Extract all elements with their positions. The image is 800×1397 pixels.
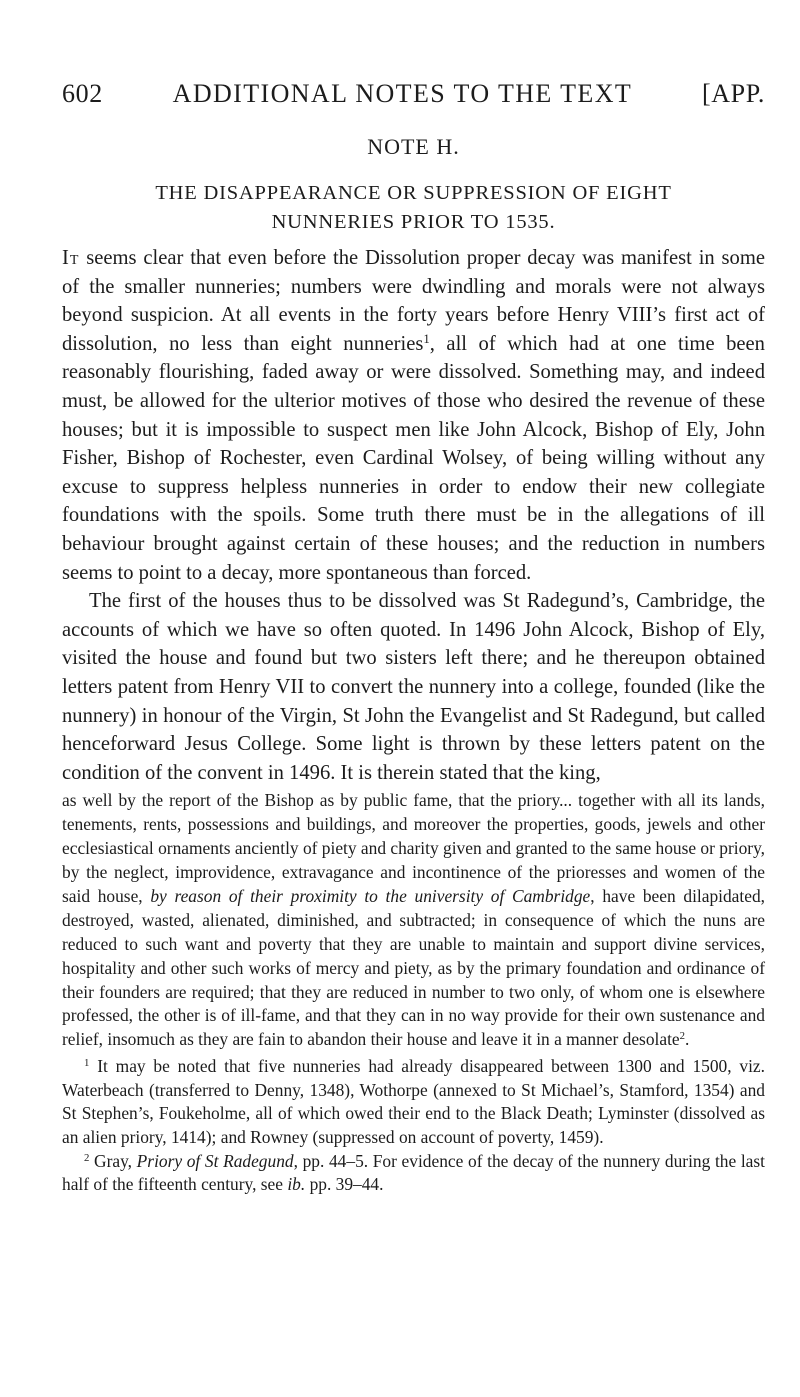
heading-line-1: THE DISAPPEARANCE OR SUPPRESSION OF EIGHT — [155, 182, 672, 204]
footnote-1-text: It may be noted that five nunneries had already disappeared between 1300 and 1500, viz. Waterbeach (transferred to Denny, 1348), Wothorpe (annexed to St Michael’s, Stamford, 1354) and St Stephen’s, Foukeholme, all of which owed their end to the Black Death; Lyminster (dissolved as an alien priory, 1414); and Rowney (suppressed on account of poverty, 1459). — [62, 1056, 765, 1148]
document-page — [62, 78, 765, 1197]
paragraph-2: The first of the houses thus to be dissolved was St Radegund’s, Cambridge, the accounts of which we have so often quoted. In 1496 John Alcock, Bishop of Ely, visited the house and found but two sisters left there; and he thereupon obtained letters patent from Henry VII to convert the nunnery into a college, founded (like the nunnery) in honour of the Virgin, St John the Evangelist and St Radegund, but called henceforward Jesus College. Some light is thrown by these letters patent on the condition of the convent in 1496. It is therein stated that the king, — [62, 590, 765, 784]
quote-italic: by reason of their proximity to the university of Cambridge — [150, 885, 591, 906]
footnote-2 — [62, 1150, 765, 1197]
section-label: [APP. — [702, 79, 765, 108]
first-word: It — [62, 247, 80, 269]
running-head — [62, 78, 765, 110]
block-quote — [62, 789, 765, 1052]
paragraph-1-part-1: seems clear that even before the Dissolution proper decay was manifest in some of the smaller nunneries; numbers were dwindling and morals were not always beyond suspicion. At all events in the forty years before Henry VIII’s first act of dissolution, no less than eight nunneries — [62, 247, 765, 355]
quote-part-2: , have been dilapidated, destroyed, wasted, alienated, diminished, and subtracted; in consequence of which the nuns are reduced to such want and poverty that they are unable to maintain and support divine services, hospitality and other such works of mercy and piety, as by the primary foundation and ordinance of their founders are required; that they are reduced in number to two only, of whom one is elsewhere professed, the other is of ill-fame, and that they can in no way provide for their own sustenance and relief, insomuch as they are fain to abandon their house and leave it in a manner desolate — [62, 885, 765, 1050]
paragraph-1 — [62, 244, 765, 587]
body-text — [62, 244, 765, 787]
footnotes — [62, 1055, 765, 1197]
footnote-2-book-title: Priory of St Radegund — [136, 1150, 294, 1171]
footnote-2-ibid: ib. — [287, 1174, 306, 1195]
paragraph-1-part-2: , all of which had at one time been reasonably flourishing, faded away or were dissolved. Something may, and indeed must, be allowed for the ulterior motives of those who desired the revenue of these houses; but it is impossible to suspect men like John Alcock, Bishop of Ely, John Fisher, Bishop of Rochester, even Cardinal Wolsey, of being willing without any excuse to suppress helpless nunneries in order to endow their new collegiate foundations with the spoils. Some truth there must be in the allegations of ill behaviour brought against certain of these houses; and the reduction in numbers seems to point to a decay, more spontaneous than forced. — [62, 332, 765, 584]
quote-part-1: as well by the report of the Bishop as by public fame, that the priory... together with all its lands, tenements, rents, possessions and buildings, and moreover the properties, goods, jewels and other ecclesiastical ornaments anciently of piety and charity given and granted to the same house or priory, by the neglect, improvidence, extravagance and incontinence of the prioresses and women of the said house, — [62, 790, 765, 906]
footnote-1 — [62, 1055, 765, 1149]
footnote-ref-1[interactable]: 1 — [423, 331, 430, 346]
footnote-2-mid: , pp. 44–5. For evidence of the decay of the nunnery during the last half of the fifteenth century, see — [62, 1150, 765, 1195]
footnote-2-marker: 2 — [84, 1151, 90, 1164]
footnote-2-end: pp. 39–44. — [305, 1174, 384, 1195]
section-heading — [62, 179, 765, 237]
heading-line-2: NUNNERIES PRIOR TO 1535. — [271, 211, 556, 233]
footnote-1-marker: 1 — [84, 1057, 90, 1070]
quote-end: . — [685, 1029, 690, 1050]
note-title: NOTE H. — [367, 134, 460, 159]
footnote-2-pre: Gray, — [89, 1150, 137, 1171]
running-title: ADDITIONAL NOTES TO THE TEXT — [172, 79, 633, 108]
page-number: 602 — [62, 79, 103, 108]
footnote-ref-2[interactable]: 2 — [679, 1030, 686, 1043]
